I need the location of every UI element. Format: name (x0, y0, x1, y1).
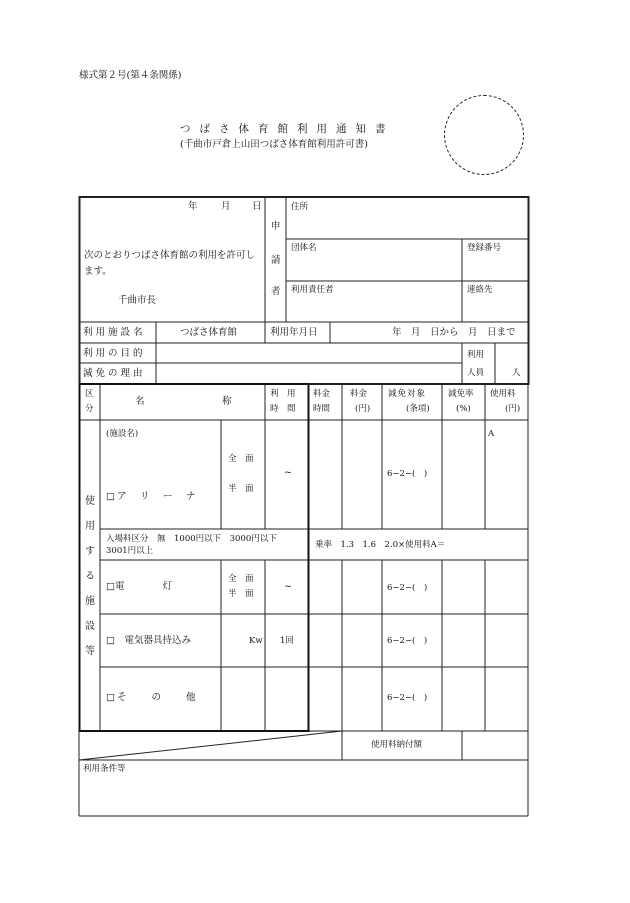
date-year: 年 (188, 201, 198, 212)
lighting-option-half: 半 面 (228, 589, 254, 599)
category-vertical: 使 用 す る 施 設 等 (85, 496, 95, 657)
header-fee-1: 料金 (350, 389, 368, 399)
arena-checkbox-label[interactable]: □ア リ ー ナ (106, 491, 198, 502)
page-title: つばさ体育館利用通知書 (180, 123, 395, 135)
address-label: 住所 (291, 202, 309, 212)
page-subtitle: (千曲市戸倉上山田つばさ体育館利用許可書) (180, 139, 368, 150)
reduction-reason-label: 減免の理由 (83, 368, 146, 379)
header-fee-time-1: 料金 (313, 389, 331, 399)
date-month: 月 (221, 201, 231, 212)
arena-clause: 6−2−( ) (387, 469, 428, 479)
electrical-unit: Kw (249, 636, 263, 646)
group-name-label: 団体名 (291, 243, 317, 253)
users-unit: 人 (512, 368, 521, 378)
users-label-2: 人員 (467, 368, 485, 378)
header-reduction-rate-2: (%) (456, 404, 471, 414)
lighting-clause: 6−2−( ) (387, 583, 428, 593)
electrical-time: 1回 (280, 636, 294, 646)
electrical-clause: 6−2−( ) (387, 636, 428, 646)
arena-fee-marker: A (488, 429, 495, 439)
users-label-1: 利用 (467, 350, 485, 360)
arena-time-symbol: ~ (284, 467, 292, 478)
registration-number-label: 登録番号 (467, 243, 502, 253)
lighting-option-full: 全 面 (228, 574, 254, 584)
header-fee-2: (円) (355, 404, 371, 414)
lighting-checkbox-label[interactable]: □電 灯 (106, 581, 172, 592)
facility-label: 利用施設名 (83, 327, 146, 338)
header-usage-time-1: 利 用 (270, 389, 296, 399)
usage-date-label: 利用年月日 (270, 327, 318, 338)
purpose-label: 利用の目的 (83, 348, 146, 359)
notice-body: 次のとおりつばさ体育館の利用を許可します。 (84, 250, 256, 277)
header-reduction-target-2: (条項) (406, 404, 430, 414)
facility-value: つばさ体育館 (180, 327, 238, 338)
header-fee-time-2: 時間 (313, 404, 331, 414)
applicant-label-1: 申 (271, 221, 281, 232)
arena-option-full: 全 面 (228, 454, 254, 464)
other-checkbox-label[interactable]: □そ の 他 (106, 692, 198, 703)
header-reduction-target-1: 減免対象 (388, 389, 427, 399)
conditions-label: 利用条件等 (83, 764, 126, 774)
responsible-person-label: 利用責任者 (291, 285, 334, 295)
signatory: 千曲市長 (118, 295, 157, 306)
header-name-2: 称 (222, 396, 232, 407)
form-number: 様式第２号(第４条関係) (79, 70, 182, 81)
total-fee-label: 使用料納付額 (371, 740, 423, 750)
header-category-1: 区 (85, 389, 94, 399)
arena-option-half: 半 面 (228, 484, 254, 494)
applicant-label-3: 者 (271, 286, 281, 297)
lighting-time-symbol: ~ (284, 581, 292, 592)
header-name-1: 名 (135, 396, 145, 407)
admission-multiplier: 乗率 1.3 1.6 2.0×使用料A＝ (315, 540, 446, 550)
header-usage-fee-2: (円) (505, 404, 521, 414)
header-category-2: 分 (85, 404, 94, 414)
header-reduction-rate-1: 減免率 (448, 389, 474, 399)
facility-name-label: (施設名) (106, 429, 139, 439)
admission-label: 入場料区分 無 1000円以下 3000円以下 3001円以上 (106, 534, 286, 556)
usage-date-range: 年 月 日から 月 日まで (392, 327, 516, 338)
header-usage-time-2: 時 間 (270, 404, 296, 414)
contact-label: 連絡先 (467, 285, 493, 295)
applicant-label-2: 請 (271, 255, 281, 266)
electrical-checkbox-label[interactable]: □ 電気器具持込み (106, 635, 191, 646)
date-day: 日 (252, 201, 262, 212)
header-usage-fee-1: 使用料 (490, 389, 516, 399)
other-clause: 6−2−( ) (387, 693, 428, 703)
